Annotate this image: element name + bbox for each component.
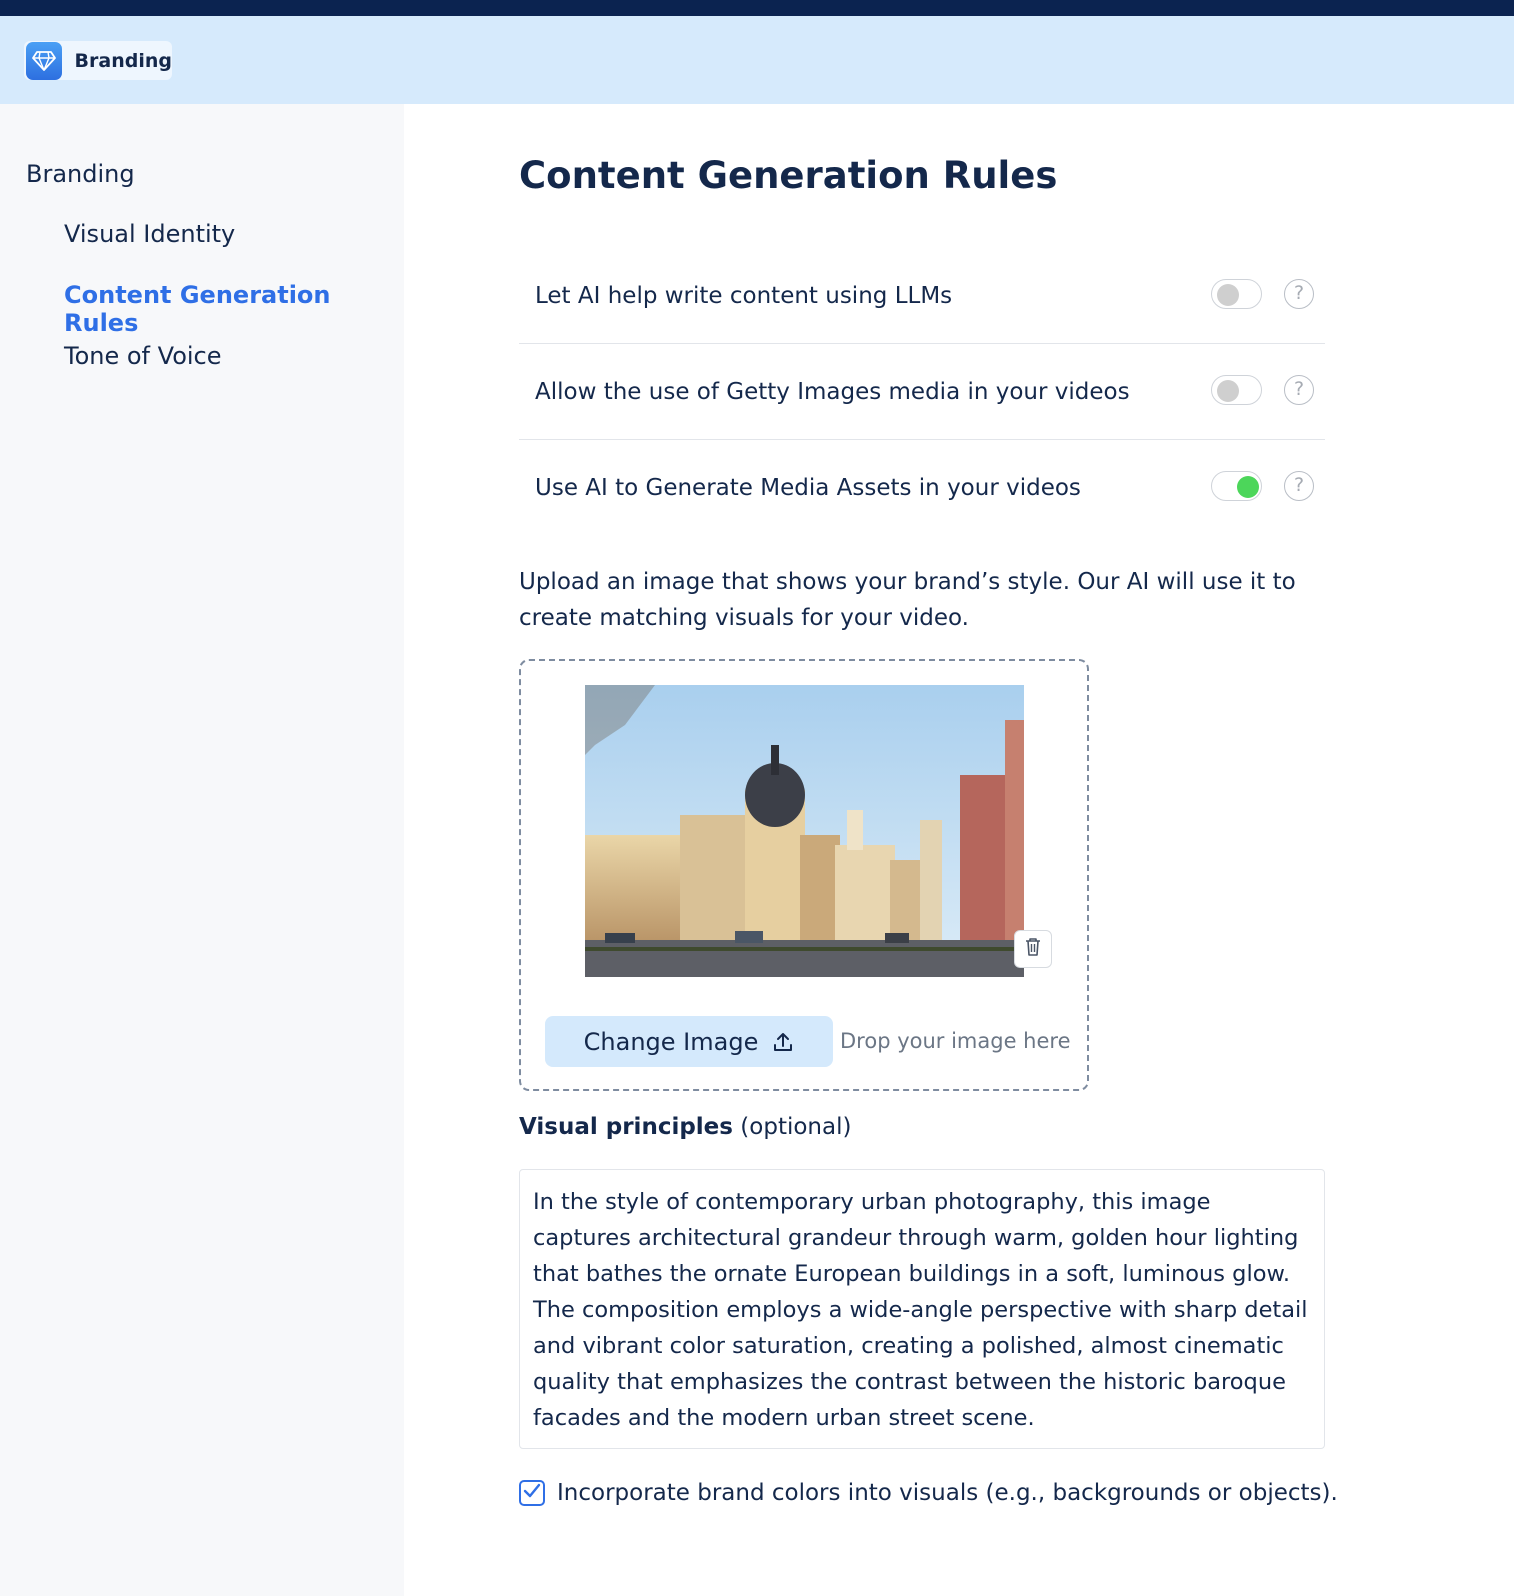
help-icon[interactable]: ? [1284,375,1314,405]
header-title: Branding [74,49,172,72]
drop-hint: Drop your image here [840,1029,1071,1053]
sidebar-item-tone-of-voice[interactable]: Tone of Voice [64,342,222,370]
top-bar [0,0,1514,16]
sidebar-item-content-generation-rules[interactable]: Content Generation Rules [64,281,331,337]
trash-icon [1024,937,1042,961]
branding-badge[interactable] [24,41,172,80]
visual-principles-label [519,1114,851,1140]
llm-toggle[interactable] [1211,279,1262,309]
help-icon[interactable]: ? [1284,279,1314,309]
page-title: Content Generation Rules [519,154,1058,197]
sidebar-item-visual-identity[interactable]: Visual Identity [64,220,236,248]
upload-description: Upload an image that shows your brand’s style. Our AI will use it to create matching visuals for your video. [519,569,1296,631]
change-image-button[interactable] [545,1016,833,1067]
uploaded-image-preview [585,685,1024,977]
diamond-icon [26,42,62,80]
media-assets-toggle[interactable] [1211,471,1262,501]
header [0,16,1514,104]
sidebar [0,104,404,1596]
image-dropzone[interactable] [519,659,1089,1091]
visual-principles-title: Visual principles [519,1114,733,1140]
toggle-knob [1217,380,1239,402]
getty-toggle[interactable] [1211,375,1262,405]
rule-label: Use AI to Generate Media Assets in your videos [535,475,1081,501]
change-image-label: Change Image [583,1027,759,1056]
brand-colors-option [519,1480,1338,1506]
toggle-knob [1217,284,1239,306]
brand-colors-label: Incorporate brand colors into visuals (e.g., backgrounds or objects). [557,1480,1338,1506]
rule-label: Allow the use of Getty Images media in your videos [535,379,1130,405]
brand-colors-checkbox[interactable] [519,1480,545,1506]
rule-label: Let AI help write content using LLMs [535,283,953,309]
optional-note: (optional) [740,1114,852,1140]
rule-row-getty [519,344,1325,440]
main-content [404,104,1514,1596]
checkmark-icon [523,1483,541,1503]
upload-icon [772,1031,794,1053]
rule-row-media-assets [519,440,1325,536]
help-icon[interactable]: ? [1284,471,1314,501]
delete-image-button[interactable] [1014,930,1052,968]
toggle-knob [1237,476,1259,498]
visual-principles-textarea[interactable]: In the style of contemporary urban photography, this image captures architectural grandeur through warm, golden hour lighting that bathes the ornate European buildings in a soft, luminous glow. The composition employs a wide-angle perspective with sharp detail and vibrant color saturation, creating a polished, almost cinematic quality that emphasizes the contrast between the historic baroque facades and the modern urban street scene. [519,1169,1325,1449]
rule-row-llm [519,248,1325,344]
sidebar-section-branding[interactable]: Branding [26,160,135,188]
